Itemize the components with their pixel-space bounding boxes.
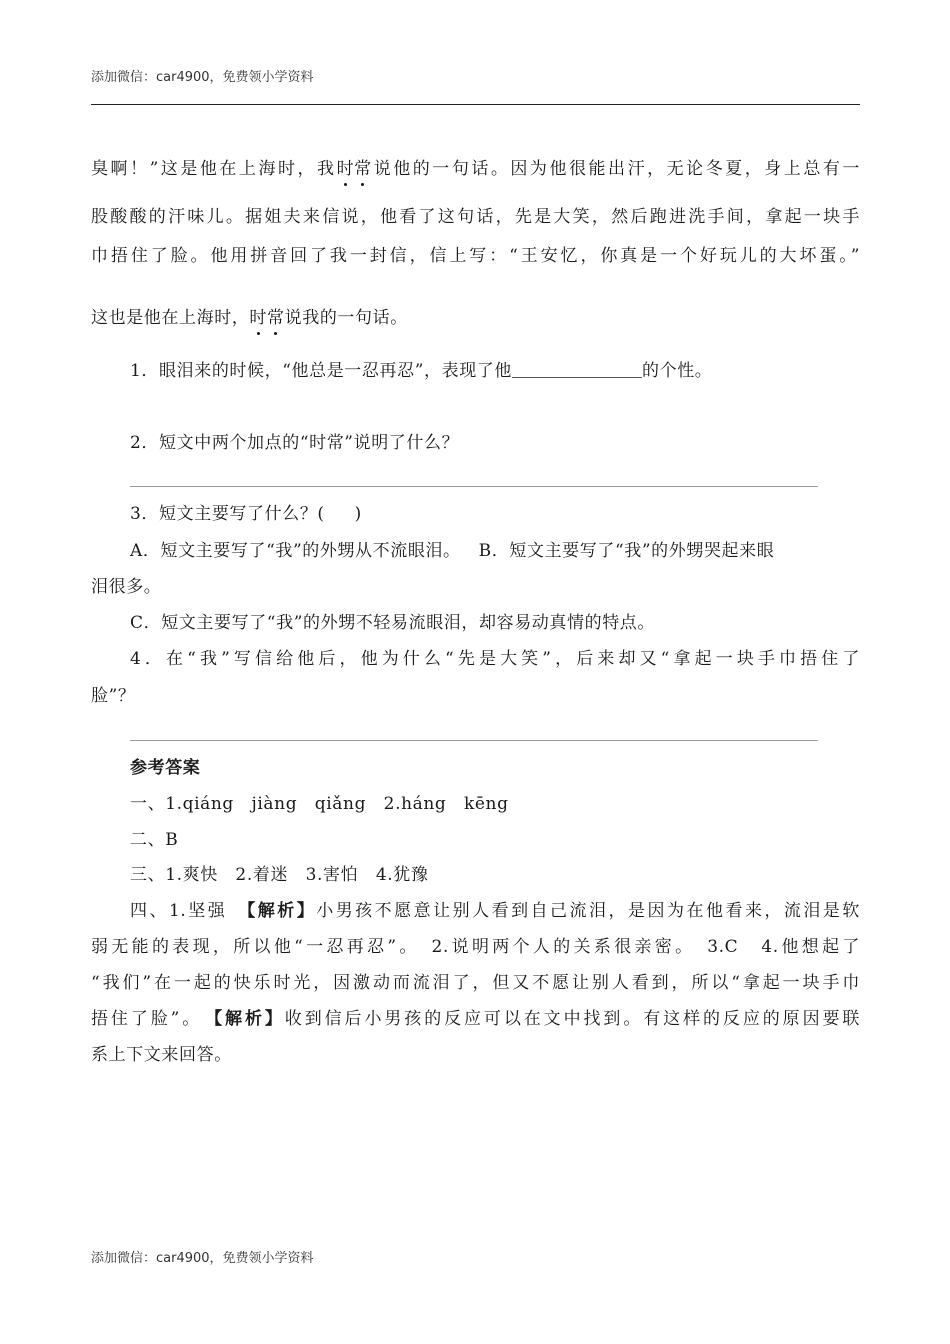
fill-blank[interactable]	[512, 361, 642, 378]
answer-line[interactable]	[130, 740, 818, 741]
emphasis-dot-char: 常	[354, 159, 372, 179]
question-text: 1．眼泪来的时候，“他总是一忍再忍”，表现了他	[130, 361, 512, 381]
passage-line-3: 巾捂住了脸。他用拼音回了我一封信，信上写：“王安忆，你真是一个好玩儿的大坏蛋。”	[91, 246, 860, 266]
question-3	[130, 503, 860, 525]
answer-1: 一、1.qiáng jiàng qiǎng 2.háng kēng	[130, 794, 509, 814]
passage-text: 这也是他在上海时，	[91, 308, 250, 328]
option-a: A．短文主要写了“我”的外甥从不流眼泪。	[130, 541, 461, 561]
answer-line[interactable]	[130, 486, 818, 487]
question-1	[130, 360, 860, 382]
option-b: B．短文主要写了“我”的外甥哭起来眼	[478, 541, 775, 561]
analysis-tag: 【解析】	[246, 901, 317, 921]
question-4-continued: 脸”？	[91, 686, 136, 706]
answer-4-line-2: 弱无能的表现，所以他“一忍再忍”。 2.说明两个人的关系很亲密。 3.C 4.他想起了	[91, 937, 860, 957]
emphasis-dot-char: 时	[336, 159, 355, 179]
passage-line-1	[91, 158, 860, 180]
answer-text: 小男孩不愿意让别人看到自己流泪，是因为在他看来，流泪是软	[316, 901, 860, 921]
answer-4-line-3: “我们”在一起的快乐时光，因激动而流泪了，但又不愿让别人看到，所以“拿起一块手巾	[91, 973, 860, 993]
answer-text: 捂住了脸”。	[91, 1009, 214, 1029]
passage-text: 臭啊！”这是他在上海时，我	[91, 159, 337, 179]
answers-title: 参考答案	[130, 758, 201, 778]
question-text: 3．短文主要写了什么？(	[130, 504, 325, 524]
passage-line-2: 股酸酸的汗味儿。据姐夫来信说，他看了这句话，先是大笑，然后跑进洗手间，拿起一块手	[91, 207, 860, 227]
answer-4	[130, 900, 860, 922]
answer-4-line-5: 系上下文来回答。	[91, 1045, 232, 1065]
question-2: 2．短文中两个加点的“时常”说明了什么？	[130, 433, 460, 453]
answer-3: 三、1.爽快 2.着迷 3.害怕 4.犹豫	[130, 865, 429, 885]
emphasis-dot-char: 时	[249, 308, 268, 328]
question-text: )	[354, 504, 362, 524]
question-4: 4．在“我”写信给他后，他为什么“先是大笑”，后来却又“拿起一块手巾捂住了	[130, 649, 860, 669]
emphasis-dot-char: 常	[267, 308, 285, 328]
passage-text: 说他的一句话。因为他很能出汗，无论冬夏，身上总有一	[371, 159, 860, 179]
option-a-b-line	[130, 540, 860, 562]
passage-line-4	[91, 307, 860, 329]
page-footer: 添加微信：car4900，免费领小学资料	[91, 1251, 314, 1266]
answer-4-line-4	[91, 1008, 860, 1030]
analysis-tag: 【解析】	[213, 1009, 285, 1029]
page-header: 添加微信：car4900，免费领小学资料	[91, 70, 314, 85]
answer-text: 四、1.坚强	[130, 901, 247, 921]
passage-text: 说我的一句话。	[284, 308, 408, 328]
header-divider	[91, 104, 860, 105]
option-b-continued: 泪很多。	[91, 577, 162, 597]
answer-text: 收到信后小男孩的反应可以在文中找到。有这样的反应的原因要联	[284, 1009, 861, 1029]
question-text: 的个性。	[642, 361, 713, 381]
option-c: C．短文主要写了“我”的外甥不轻易流眼泪，却容易动真情的特点。	[130, 613, 655, 633]
answer-2: 二、B	[130, 830, 179, 850]
